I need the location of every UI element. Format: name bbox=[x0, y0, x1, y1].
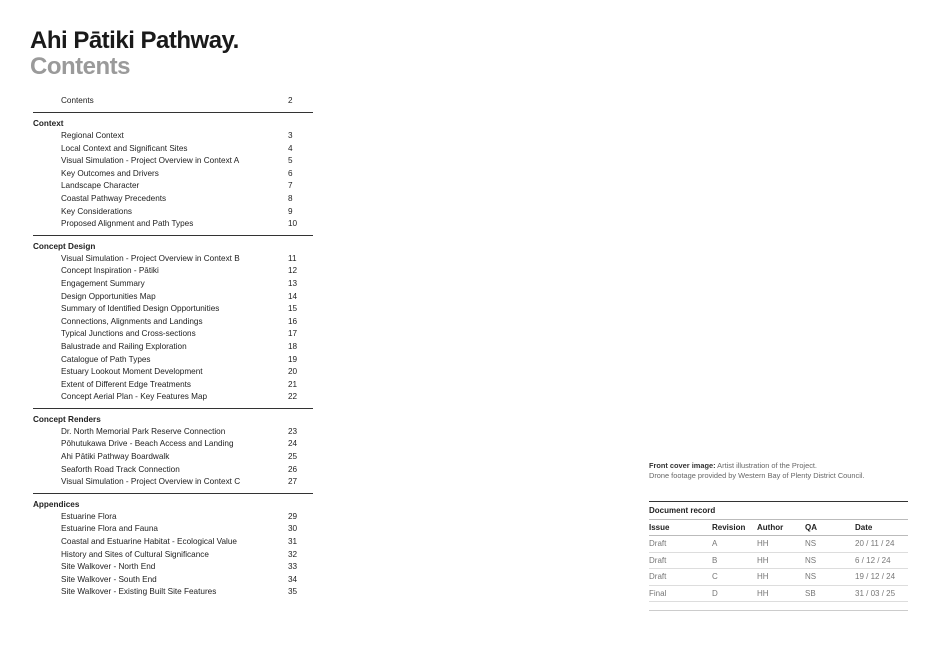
divider bbox=[649, 610, 908, 619]
toc-entry[interactable] bbox=[33, 193, 313, 206]
table-cell: SB bbox=[805, 585, 855, 602]
table-cell: D bbox=[712, 585, 757, 602]
toc-entry-label: Regional Context bbox=[61, 131, 124, 140]
section-divider bbox=[33, 493, 313, 494]
toc-entry-label: Key Outcomes and Drivers bbox=[61, 168, 159, 178]
toc-entry[interactable] bbox=[33, 95, 313, 108]
toc-entry-page: 30 bbox=[288, 524, 298, 534]
toc-entry[interactable] bbox=[33, 278, 313, 291]
page-title bbox=[30, 28, 239, 80]
toc-entry-label: Visual Simulation - Project Overview in Context A bbox=[61, 156, 240, 166]
table-cell: 6 / 12 / 24 bbox=[855, 552, 908, 569]
toc-entry[interactable] bbox=[33, 218, 313, 231]
toc-entry-label: Coastal Pathway Precedents bbox=[61, 193, 167, 203]
toc-entry-label: Balustrade and Railing Exploration bbox=[61, 341, 187, 351]
document-record-table bbox=[649, 519, 908, 602]
toc-entry-label: Proposed Alignment and Path Types bbox=[61, 219, 194, 229]
section-divider bbox=[33, 112, 313, 113]
toc-entry[interactable] bbox=[33, 476, 313, 489]
toc-entry-page: 9 bbox=[288, 206, 293, 216]
table-cell: Draft bbox=[649, 536, 712, 553]
toc-entry-label: Pōhutukawa Drive - Beach Access and Landing bbox=[61, 439, 234, 449]
table-cell: Draft bbox=[649, 552, 712, 569]
toc-entry-page: 23 bbox=[288, 426, 298, 436]
toc-entry[interactable] bbox=[33, 586, 313, 599]
toc-entry-label: Catalogue of Path Types bbox=[61, 354, 151, 364]
toc-entry[interactable] bbox=[33, 523, 313, 536]
toc-entry-label: Estuary Lookout Moment Development bbox=[61, 367, 203, 377]
toc-entry-page: 2 bbox=[288, 96, 293, 105]
toc-entry-page: 21 bbox=[288, 379, 298, 389]
toc-entry-page: 15 bbox=[288, 304, 298, 314]
toc-entry-label: Summary of Identified Design Opportunities bbox=[61, 304, 220, 314]
toc-entry[interactable] bbox=[33, 303, 313, 316]
toc-entry[interactable] bbox=[33, 511, 313, 524]
table-row bbox=[649, 585, 908, 602]
toc-entry-label: Seaforth Road Track Connection bbox=[61, 464, 180, 474]
column-header: Date bbox=[855, 520, 908, 536]
toc-entry-page: 17 bbox=[288, 329, 298, 339]
toc-entry-label: Concept Aerial Plan - Key Features Map bbox=[61, 392, 208, 402]
toc-entry-label: Connections, Alignments and Landings bbox=[61, 316, 203, 326]
toc-entry-label: Estuarine Flora and Fauna bbox=[61, 524, 158, 534]
toc-entry-page: 31 bbox=[288, 537, 298, 547]
toc-entry-page: 16 bbox=[288, 316, 298, 326]
toc-entry-label: Coastal and Estuarine Habitat - Ecological Value bbox=[61, 537, 237, 547]
toc-entry[interactable] bbox=[33, 549, 313, 562]
table-cell: HH bbox=[757, 552, 805, 569]
toc-entry[interactable] bbox=[33, 426, 313, 439]
toc-entry-page: 33 bbox=[288, 562, 298, 572]
table-cell: HH bbox=[757, 585, 805, 602]
toc-entry[interactable] bbox=[33, 291, 313, 304]
toc-entry-page: 8 bbox=[288, 193, 293, 203]
toc-entry-label: Landscape Character bbox=[61, 181, 140, 191]
toc-entry[interactable] bbox=[33, 354, 313, 367]
table-header-row bbox=[649, 520, 908, 536]
toc-entry-page: 19 bbox=[288, 354, 298, 364]
toc-entry[interactable] bbox=[33, 168, 313, 181]
table-row bbox=[649, 536, 908, 553]
column-header: Author bbox=[757, 520, 805, 536]
table-cell: HH bbox=[757, 536, 805, 553]
table-cell: 20 / 11 / 24 bbox=[855, 536, 908, 553]
toc-entry[interactable] bbox=[33, 341, 313, 354]
toc-entry[interactable] bbox=[33, 438, 313, 451]
toc-entry-label: Extent of Different Edge Treatments bbox=[61, 379, 192, 389]
table-cell: 19 / 12 / 24 bbox=[855, 569, 908, 586]
toc-entry-page: 26 bbox=[288, 464, 298, 474]
toc-entry-label: Estuarine Flora bbox=[61, 511, 117, 521]
table-cell: NS bbox=[805, 536, 855, 553]
toc-entry-page: 24 bbox=[288, 439, 298, 449]
toc-entry[interactable] bbox=[33, 366, 313, 379]
table-row bbox=[649, 569, 908, 586]
toc-entry-page: 5 bbox=[288, 156, 293, 166]
toc-entry[interactable] bbox=[33, 206, 313, 219]
toc-entry[interactable] bbox=[33, 155, 313, 168]
table-cell: A bbox=[712, 536, 757, 553]
table-cell: NS bbox=[805, 569, 855, 586]
table-row bbox=[649, 552, 908, 569]
toc-entry-page: 14 bbox=[288, 291, 298, 301]
toc-entry-page: 4 bbox=[288, 143, 293, 153]
toc-entry-page: 12 bbox=[288, 266, 298, 276]
table-cell: NS bbox=[805, 552, 855, 569]
toc-entry-page: 3 bbox=[288, 131, 293, 140]
toc-entry-label: Dr. North Memorial Park Reserve Connection bbox=[61, 426, 226, 436]
toc-entry-label: Site Walkover - South End bbox=[61, 574, 157, 584]
toc-entry[interactable] bbox=[33, 130, 313, 143]
toc-entry[interactable] bbox=[33, 265, 313, 278]
toc-entry-page: 13 bbox=[288, 278, 298, 288]
toc-entry-label: Typical Junctions and Cross-sections bbox=[61, 329, 196, 339]
toc-entry-label: Ahi Pātiki Pathway Boardwalk bbox=[61, 452, 170, 462]
toc-entry-page: 25 bbox=[288, 452, 298, 462]
toc-section-heading: Concept Design bbox=[33, 241, 96, 251]
toc-entry-page: 20 bbox=[288, 367, 298, 377]
toc-entry-label: Design Opportunities Map bbox=[61, 291, 156, 301]
toc-entry-label: Visual Simulation - Project Overview in Context C bbox=[61, 477, 241, 487]
toc-entry[interactable] bbox=[33, 143, 313, 156]
toc-entry-page: 7 bbox=[288, 181, 293, 191]
table-cell: Final bbox=[649, 585, 712, 602]
toc-entry-page: 27 bbox=[288, 477, 298, 487]
section-divider bbox=[33, 235, 313, 236]
toc-entry[interactable] bbox=[33, 316, 313, 329]
toc-entry[interactable] bbox=[33, 180, 313, 193]
toc-entry-label: History and Sites of Cultural Significance bbox=[61, 549, 209, 559]
toc-entry[interactable] bbox=[33, 574, 313, 587]
toc-entry[interactable] bbox=[33, 328, 313, 341]
caption-text: Artist illustration of the Project. bbox=[715, 461, 817, 470]
toc-entry-label: Site Walkover - Existing Built Site Features bbox=[61, 587, 217, 597]
toc-entry[interactable] bbox=[33, 451, 313, 464]
toc-entry-page: 34 bbox=[288, 574, 298, 584]
table-cell: Draft bbox=[649, 569, 712, 586]
toc-entry-label: Concept Inspiration - Pātiki bbox=[61, 266, 159, 276]
toc-entry-page: 10 bbox=[288, 219, 298, 229]
column-header: Issue bbox=[649, 520, 712, 536]
toc-section-heading: Appendices bbox=[33, 499, 80, 509]
toc-entry[interactable] bbox=[33, 561, 313, 574]
toc-section-heading: Concept Renders bbox=[33, 414, 101, 424]
toc-entry[interactable] bbox=[33, 536, 313, 549]
toc-entry-page: 32 bbox=[288, 549, 298, 559]
section-divider bbox=[33, 408, 313, 409]
cover-image-caption bbox=[649, 461, 865, 481]
toc-entry-label: Visual Simulation - Project Overview in Context B bbox=[61, 253, 240, 263]
toc-entry-page: 35 bbox=[288, 587, 298, 597]
column-header: Revision bbox=[712, 520, 757, 536]
table-cell: 31 / 03 / 25 bbox=[855, 585, 908, 602]
toc-entry-page: 22 bbox=[288, 392, 298, 402]
toc-entry-page: 11 bbox=[288, 253, 297, 263]
table-of-contents bbox=[33, 95, 313, 599]
toc-entry[interactable] bbox=[33, 253, 313, 266]
document-record bbox=[649, 501, 908, 619]
toc-entry-page: 29 bbox=[288, 511, 298, 521]
toc-entry-label: Site Walkover - North End bbox=[61, 562, 156, 572]
toc-entry-label: Local Context and Significant Sites bbox=[61, 143, 188, 153]
toc-entry-label: Engagement Summary bbox=[61, 278, 145, 288]
document-record-title: Document record bbox=[649, 501, 908, 519]
toc-entry-label: Contents bbox=[61, 96, 94, 105]
toc-entry-page: 6 bbox=[288, 168, 293, 178]
toc-entry[interactable] bbox=[33, 464, 313, 477]
table-cell: B bbox=[712, 552, 757, 569]
table-cell: C bbox=[712, 569, 757, 586]
toc-entry[interactable] bbox=[33, 391, 313, 404]
table-cell: HH bbox=[757, 569, 805, 586]
column-header: QA bbox=[805, 520, 855, 536]
contents-heading: Contents bbox=[30, 53, 130, 80]
toc-section-heading: Context bbox=[33, 119, 64, 128]
caption-credit: Drone footage provided by Western Bay of Plenty District Council. bbox=[649, 471, 865, 480]
toc-entry-page: 18 bbox=[288, 341, 298, 351]
caption-label: Front cover image: bbox=[649, 461, 716, 470]
toc-entry-label: Key Considerations bbox=[61, 206, 132, 216]
document-title: Ahi Pātiki Pathway. bbox=[30, 27, 239, 54]
toc-entry[interactable] bbox=[33, 379, 313, 392]
